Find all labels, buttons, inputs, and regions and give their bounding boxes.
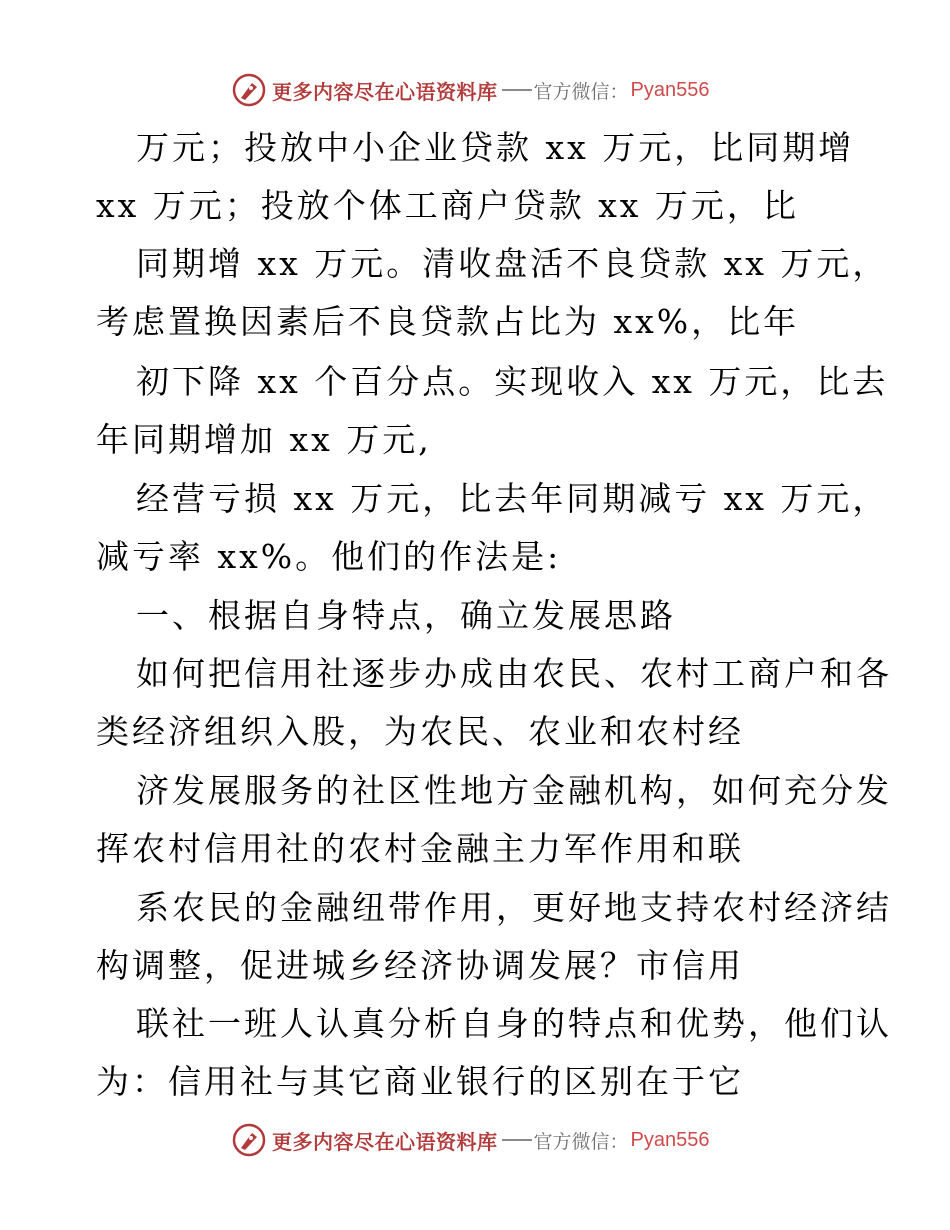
body-line: 如何把信用社逐步办成由农民、农村工商户和各 [136,654,892,693]
watermark-dash [502,89,532,91]
header-watermark [232,70,709,110]
watermark-brand: 更多内容尽在心语资料库 [272,1129,498,1154]
body-line: 同期增 xx 万元。清收盘活不良贷款 xx 万元， [136,244,889,283]
body-line: 类经济组织入股，为农民、农业和农村经 [96,712,744,751]
watermark-dash [502,1139,532,1141]
body-line: 系农民的金融纽带作用，更好地支持农村经济结 [136,888,892,927]
footer-watermark [232,1120,709,1160]
body-line: 联社一班人认真分析自身的特点和优势，他们认 [136,1004,892,1043]
body-line: 经营亏损 xx 万元，比去年同期减亏 xx 万元， [136,479,889,518]
body-line: 减亏率 xx%。他们的作法是: [96,537,562,576]
body-line: xx 万元；投放个体工商户贷款 xx 万元，比 [96,186,799,225]
body-line: 年同期增加 xx 万元, [96,420,432,459]
body-line: 万元；投放中小企业贷款 xx 万元，比同期增 [136,128,855,167]
body-line: 构调整，促进城乡经济协调发展？市信用 [96,946,744,985]
watermark-wechat-id: Pyan556 [630,1128,710,1151]
pen-nib-icon [232,1123,266,1157]
pen-nib-icon [232,73,266,107]
body-line: 考虑置换因素后不良贷款占比为 xx%，比年 [96,302,800,341]
body-line: 挥农村信用社的农村金融主力军作用和联 [96,829,744,868]
body-line: 济发展服务的社区性地方金融机构，如何充分发 [136,771,892,810]
watermark-wechat-id: Pyan556 [630,78,710,101]
watermark-brand: 更多内容尽在心语资料库 [272,79,498,104]
body-line: 为：信用社与其它商业银行的区别在于它 [96,1062,744,1101]
body-line: 初下降 xx 个百分点。实现收入 xx 万元，比去 [136,362,889,401]
section-heading: 一、根据自身特点，确立发展思路 [136,596,676,635]
watermark-official-label: 官方微信： [533,1130,629,1153]
watermark-official-label: 官方微信： [533,80,629,103]
